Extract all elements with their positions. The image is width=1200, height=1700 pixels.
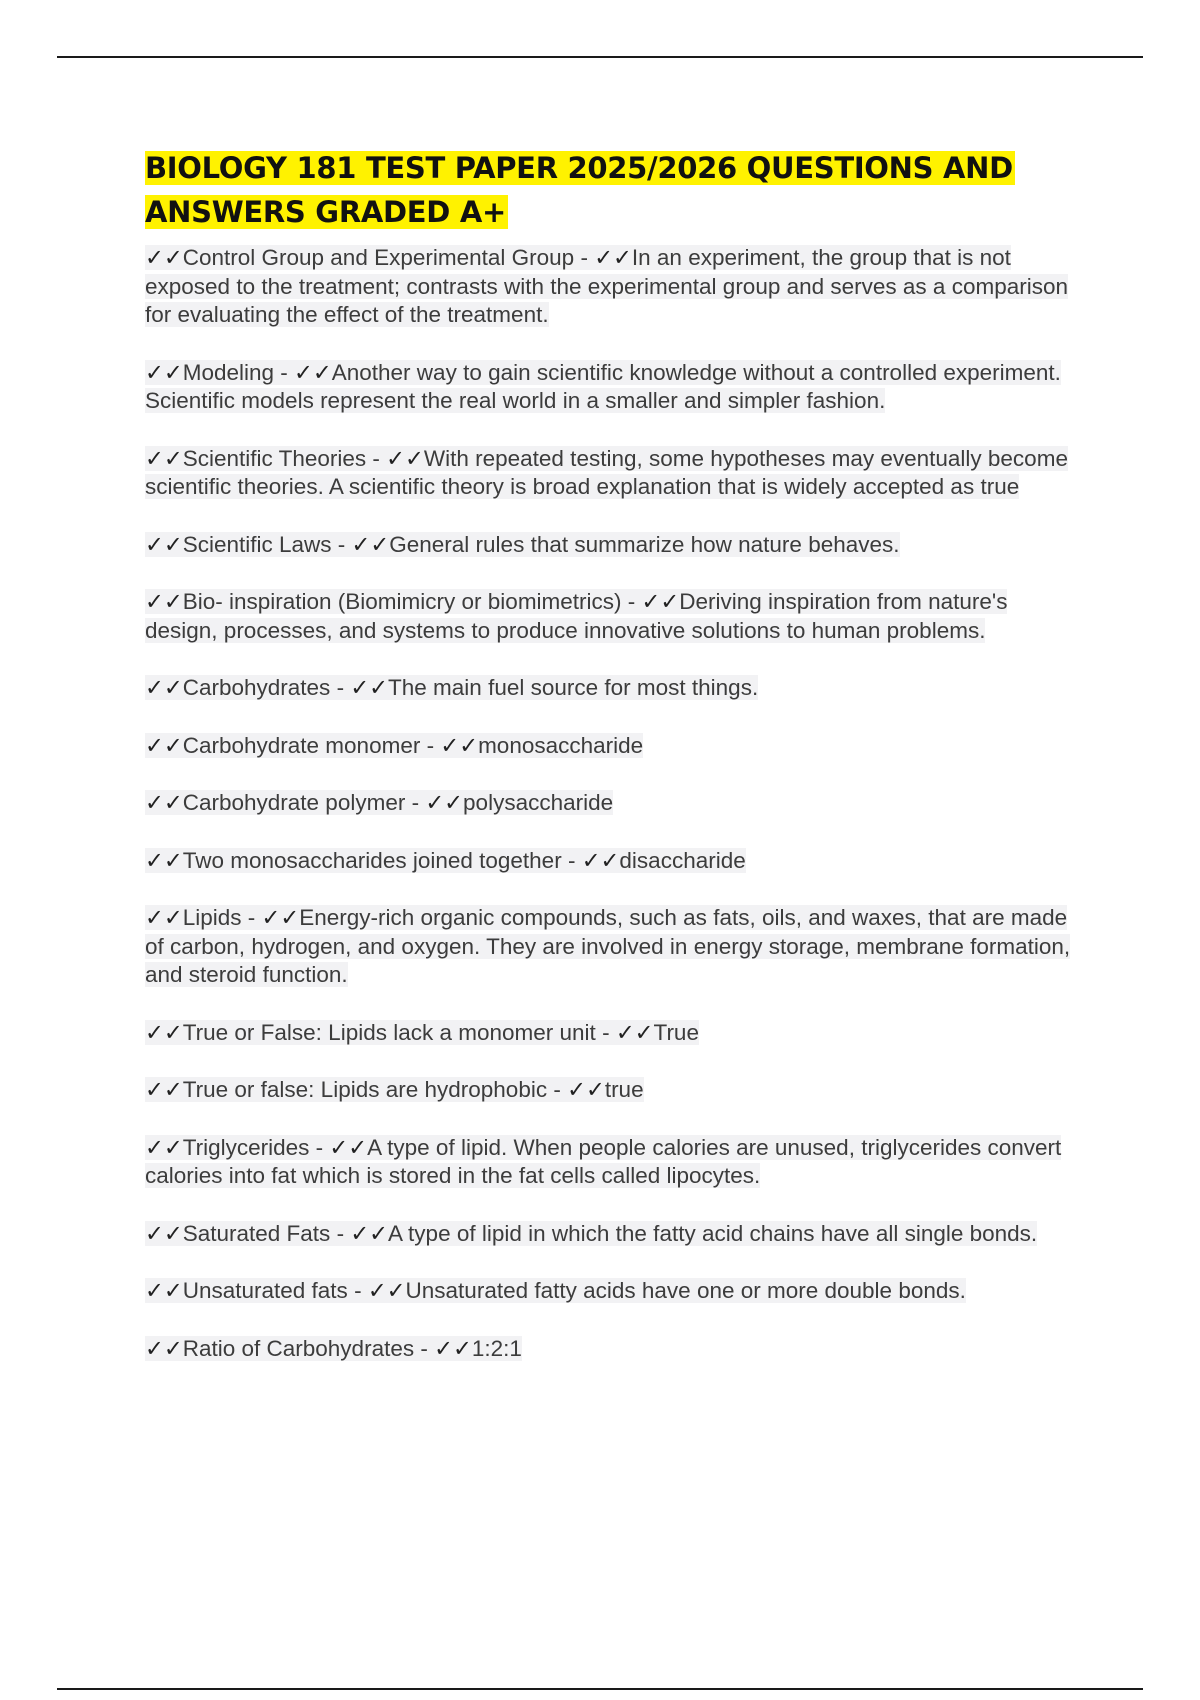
- double-check-icon: ✓✓: [145, 589, 183, 615]
- qa-item: [145, 1134, 1080, 1191]
- double-check-icon: ✓✓: [329, 1134, 368, 1161]
- qa-separator: -: [347, 1278, 368, 1303]
- qa-item: [145, 588, 1080, 645]
- qa-item: [145, 1220, 1080, 1249]
- qa-item: [145, 732, 1080, 761]
- qa-item-text: [145, 1221, 1037, 1246]
- qa-separator: -: [330, 1220, 351, 1246]
- qa-item: [145, 1076, 1080, 1105]
- qa-item-text: [145, 675, 758, 700]
- double-check-icon: ✓✓: [145, 1220, 183, 1247]
- qa-definition: A type of lipid in which the fatty acid chains have all single bonds.: [388, 1220, 1038, 1246]
- qa-item: [145, 1335, 1080, 1364]
- double-check-icon: ✓✓: [145, 1278, 183, 1304]
- qa-separator: -: [366, 445, 387, 471]
- qa-term: Ratio of Carbohydrates: [182, 1335, 415, 1361]
- qa-item-text: [145, 589, 1007, 643]
- double-check-icon: ✓✓: [145, 675, 183, 701]
- qa-term: Carbohydrate polymer: [182, 790, 406, 815]
- double-check-icon: ✓✓: [567, 1077, 605, 1103]
- qa-definition: With repeated testing, some hypotheses may eventually become scientific theories. A scientific theory is broad explanation that is widely accepted as true: [145, 445, 1068, 499]
- qa-item-text: [145, 532, 900, 557]
- qa-item: [145, 1277, 1080, 1306]
- double-check-icon: ✓✓: [145, 359, 183, 386]
- double-check-icon: ✓✓: [145, 531, 183, 558]
- double-check-icon: ✓✓: [594, 245, 632, 271]
- qa-item-text: [145, 1278, 966, 1303]
- qa-definition: Energy-rich organic compounds, such as fats, oils, and waxes, that are made of carbon, hydrogen, and oxygen. They are involved in energy storage, membrane formation, and steroid function.: [145, 905, 1071, 987]
- qa-separator: -: [274, 359, 295, 385]
- qa-definition: The main fuel source for most things.: [388, 675, 759, 700]
- double-check-icon: ✓✓: [434, 1335, 472, 1362]
- double-check-icon: ✓✓: [145, 1077, 183, 1103]
- qa-term: Triglycerides: [182, 1134, 310, 1160]
- qa-term: Control Group and Experimental Group: [182, 245, 575, 270]
- qa-separator: -: [574, 245, 595, 270]
- double-check-icon: ✓✓: [440, 732, 479, 759]
- qa-separator: -: [547, 1077, 568, 1102]
- qa-term: Carbohydrates: [182, 675, 331, 700]
- qa-definition: 1:2:1: [471, 1335, 522, 1361]
- qa-definition: Deriving inspiration from nature's design, processes, and systems to produce innovative solutions to human problems.: [145, 589, 1008, 643]
- double-check-icon: ✓✓: [145, 905, 183, 931]
- qa-term: True or false: Lipids are hydrophobic: [182, 1077, 548, 1102]
- qa-term: Bio- inspiration (Biomimicry or biomimetrics): [182, 589, 622, 614]
- qa-separator: -: [595, 1019, 616, 1045]
- qa-definition: Unsaturated fatty acids have one or more double bonds.: [405, 1278, 966, 1303]
- qa-item: [145, 904, 1080, 990]
- qa-definition: True: [653, 1019, 699, 1045]
- double-check-icon: ✓✓: [261, 905, 300, 931]
- qa-item: [145, 359, 1080, 416]
- qa-separator: -: [405, 790, 426, 815]
- qa-definition: true: [604, 1077, 644, 1102]
- title-highlight: BIOLOGY 181 TEST PAPER 2025/2026 QUESTIONS AND ANSWERS GRADED A+: [145, 151, 1013, 229]
- qa-term: Scientific Laws: [182, 531, 332, 557]
- double-check-icon: ✓✓: [581, 847, 620, 874]
- double-check-icon: ✓✓: [351, 531, 390, 558]
- qa-item-text: [145, 848, 746, 873]
- qa-definition: disaccharide: [619, 847, 746, 873]
- qa-item-text: [145, 1135, 1061, 1189]
- qa-separator: -: [331, 531, 352, 557]
- double-check-icon: ✓✓: [145, 1134, 183, 1161]
- qa-definition: monosaccharide: [478, 732, 644, 758]
- double-check-icon: ✓✓: [367, 1278, 406, 1304]
- qa-item: [145, 244, 1080, 330]
- qa-separator: -: [241, 905, 262, 930]
- qa-item-text: [145, 360, 1061, 414]
- qa-separator: -: [561, 847, 582, 873]
- double-check-icon: ✓✓: [145, 732, 183, 759]
- qa-term: True or False: Lipids lack a monomer unit: [182, 1019, 596, 1045]
- qa-item: [145, 1019, 1080, 1048]
- bottom-rule: [57, 1688, 1143, 1690]
- qa-item: [145, 445, 1080, 502]
- double-check-icon: ✓✓: [641, 589, 680, 615]
- qa-separator: -: [309, 1134, 330, 1160]
- document-title: [145, 146, 1080, 234]
- qa-item-text: [145, 733, 643, 758]
- qa-separator: -: [420, 732, 441, 758]
- qa-item-text: [145, 1336, 522, 1361]
- double-check-icon: ✓✓: [145, 445, 183, 472]
- qa-term: Unsaturated fats: [182, 1278, 348, 1303]
- double-check-icon: ✓✓: [350, 1220, 389, 1247]
- qa-item-text: [145, 1020, 699, 1045]
- qa-item-text: [145, 905, 1070, 987]
- qa-list: [145, 244, 1080, 1363]
- qa-item: [145, 531, 1080, 560]
- double-check-icon: ✓✓: [145, 245, 183, 271]
- double-check-icon: ✓✓: [386, 445, 424, 472]
- qa-separator: -: [621, 589, 642, 614]
- qa-item-text: [145, 446, 1068, 500]
- qa-term: Saturated Fats: [182, 1220, 331, 1246]
- qa-definition: A type of lipid. When people calories are unused, triglycerides convert calories into fat which is stored in the fat cells called lipocytes.: [145, 1134, 1062, 1188]
- double-check-icon: ✓✓: [145, 1019, 183, 1046]
- qa-definition: polysaccharide: [463, 790, 614, 815]
- qa-term: Lipids: [182, 905, 242, 930]
- qa-definition: In an experiment, the group that is not exposed to the treatment; contrasts with the experimental group and serves as a comparison for evaluating the effect of the treatment.: [145, 245, 1068, 327]
- qa-term: Carbohydrate monomer: [182, 732, 421, 758]
- double-check-icon: ✓✓: [425, 790, 464, 816]
- qa-term: Scientific Theories: [182, 445, 367, 471]
- document-body: [145, 146, 1080, 1392]
- qa-item-text: [145, 245, 1068, 327]
- qa-term: Modeling: [182, 359, 275, 385]
- double-check-icon: ✓✓: [294, 359, 332, 386]
- qa-definition: General rules that summarize how nature behaves.: [389, 531, 900, 557]
- qa-term: Two monosaccharides joined together: [182, 847, 562, 873]
- double-check-icon: ✓✓: [145, 790, 183, 816]
- qa-separator: -: [330, 675, 351, 700]
- qa-separator: -: [414, 1335, 435, 1361]
- double-check-icon: ✓✓: [615, 1019, 654, 1046]
- qa-item: [145, 789, 1080, 818]
- qa-item: [145, 674, 1080, 703]
- qa-item: [145, 847, 1080, 876]
- qa-item-text: [145, 790, 613, 815]
- qa-definition: Another way to gain scientific knowledge without a controlled experiment. Scientific models represent the real world in a smaller and simpler fashion.: [145, 359, 1061, 413]
- double-check-icon: ✓✓: [145, 847, 183, 874]
- double-check-icon: ✓✓: [350, 675, 389, 701]
- double-check-icon: ✓✓: [145, 1335, 183, 1362]
- qa-item-text: [145, 1077, 644, 1102]
- top-rule: [57, 56, 1143, 58]
